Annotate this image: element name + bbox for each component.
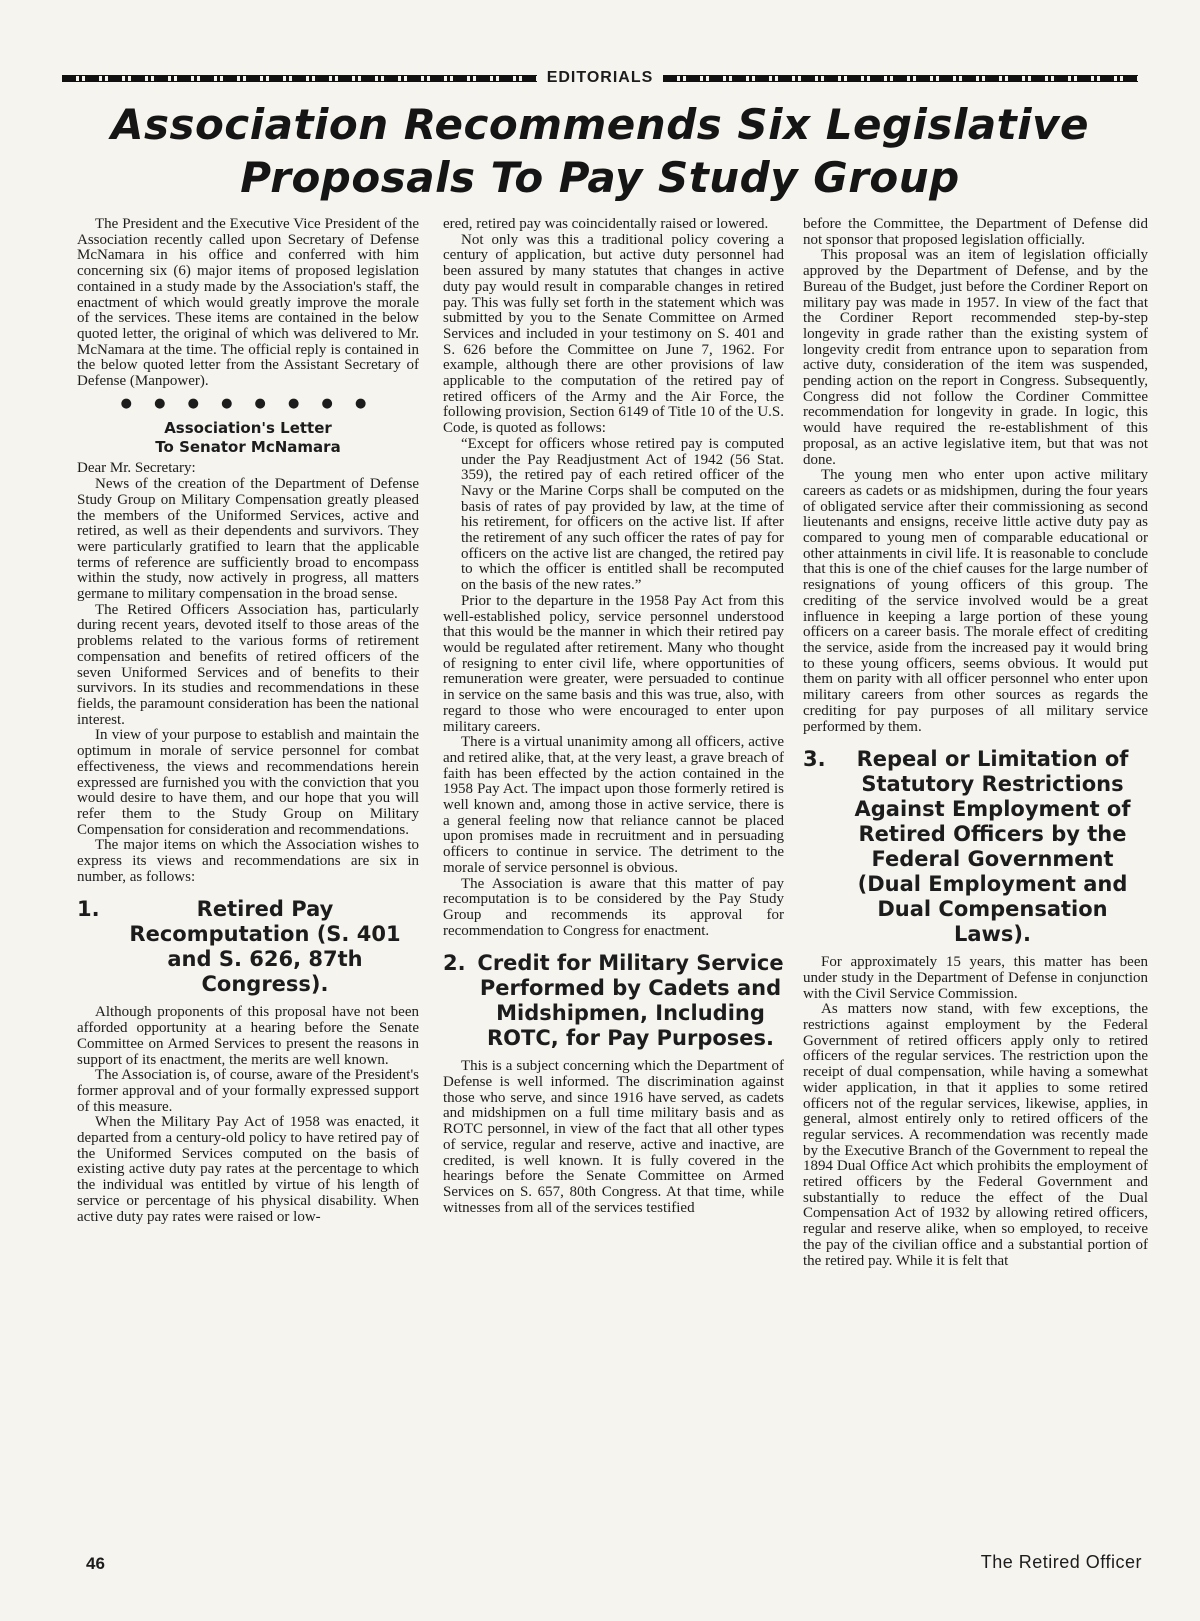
paragraph: The Association is, of course, aware of the President's former approval and of your formally expressed support of this measure. — [77, 1067, 419, 1115]
paragraph: Although proponents of this proposal have not been afforded opportunity at a hearing before the Senate Committee on Armed Services to present the reasons in support of its enactment, the merits are well known. — [77, 1004, 419, 1068]
item-title: Repeal or Limitation of Statutory Restrictions Against Employment of Retired Officers by the Federal Government (Dual Employment and Dual Compensation Laws). — [854, 747, 1131, 947]
headline-line-1: Association Recommends Six Legislative — [110, 100, 1090, 149]
paragraph: ered, retired pay was coincidentally raised or lowered. — [443, 216, 769, 232]
paragraph: The major items on which the Association wishes to express its views and recommendations are six in number, as follows: — [77, 837, 419, 885]
letter-heading-line-1: Association's Letter — [164, 419, 332, 438]
page-number: 46 — [86, 1554, 105, 1573]
paragraph: In view of your purpose to establish and maintain the optimum in morale of service personnel for combat effectiveness, the views and recommendations herein expressed are furnished you with the conviction that you would desire to have them, and our hope that you will refer them to the Study Group on Military Compensation for consideration and recommendations. — [77, 727, 419, 838]
decorative-rule-right — [663, 75, 1138, 82]
item-title: Retired Pay Recomputation (S. 401 and S. 626, 87th Congress). — [129, 897, 401, 997]
paragraph: Not only was this a traditional policy covering a century of application, but active duty personnel had been assured by many statutes that changes in active duty pay would result in comparable changes in retired pay. This was fully set forth in the statement which was submitted by you to the Senate Committee on Armed Services and included in your testimony on S. 401 and S. 626 before the Committee on June 7, 1962. For example, although there are other provisions of law applicable to the computation of the retired pay of retired officers of the Army and the Air Force, the following provision, Section 6149 of Title 10 of the U.S. Code, is quoted as follows: — [443, 231, 784, 437]
paragraph: When the Military Pay Act of 1958 was enacted, it departed from a century-old policy to have retired pay of the Uniformed Services computed on the basis of existing active duty pay rates at the percentage to which the individual was entitled by virtue of his length of service or percentage of his physical disability. When active duty pay rates were raised or low- — [77, 1114, 419, 1225]
letter-heading — [77, 419, 419, 457]
column-2 — [443, 217, 784, 1547]
headline-line-2: Proposals To Pay Study Group — [240, 153, 960, 202]
intro-paragraph: The President and the Executive Vice President of the Association recently called upon Secretary of Defense McNamara in his office and conferred with him concerning six (6) major items of proposed legislation contained in a study made by the Association's staff, the enactment of which would greatly improve the morale of the services. These items are contained in the below quoted letter, the original of which was delivered to Mr. McNamara at the time. The official reply is contained in the below quoted letter from the Assistant Secretary of Defense (Manpower). — [77, 216, 419, 390]
item-2-heading — [443, 951, 784, 1051]
item-title: Credit for Military Service Performed by Cadets and Midshipmen, Including ROTC, for Pay Purposes. — [477, 951, 784, 1051]
column-1 — [77, 217, 419, 1547]
paragraph: This is a subject concerning which the Department of Defense is well informed. The discrimination against those who serve, and since 1916 have served, as cadets and midshipmen on a full time military basis and as ROTC personnel, in view of the fact that all other types of service, regular and reserve, active and inactive, are credited, is well known. It is fully covered in the hearings before the Senate Committee on Armed Services on S. 657, 80th Congress. At that time, while witnesses from all of the services testified — [443, 1058, 784, 1216]
decorative-rule-left — [62, 75, 537, 82]
quote-text: “Except for officers whose retired pay is computed under the Pay Readjustment Act of 1942 (56 Stat. 359), the retired pay of each retired officer of the Navy or the Marine Corps shall be computed on the basis of rates of pay provided by law, at the time of his retirement, for officers on the active list. If after the retirement of any such officer the rates of pay for officers on the active list are changed, the retired pay to which the officer is entitled shall be recomputed on the basis of the new rates.” — [461, 435, 784, 594]
item-1-heading — [77, 897, 419, 997]
item-number: 3. — [803, 747, 826, 772]
column-3 — [803, 217, 1148, 1547]
paragraph: The young men who enter upon active military careers as cadets or as midshipmen, during the four years of obligated service after their commissioning as second lieutenants and ensigns, receive little active duty pay as compared to young men of comparable educational or other attainments in civil life. It is reasonable to conclude that this is one of the chief causes for the large number of resignations of young officers of this group. The crediting of the service involved would be a great influence in keeping a large portion of these young officers on a career basis. The morale effect of crediting the service, aside from the increased pay it would bring to these young officers, seems obvious. It would put them on parity with all officer personnel who enter upon military careers from other sources as regards the crediting for pay purposes of all military service performed by them. — [803, 467, 1148, 735]
paragraph: News of the creation of the Department of Defense Study Group on Military Compensation greatly pleased the members of the Uniformed Services, active and retired, as well as their dependents and survivors. They were particularly gratified to learn that the applicable terms of reference are sufficiently broad to encompass within the study, now actively in progress, all matters germane to military compensation in the broad sense. — [77, 476, 419, 603]
section-header — [62, 64, 1138, 92]
bullet-separator: ● ● ● ● ● ● ● ● — [120, 395, 376, 411]
paragraph: There is a virtual unanimity among all officers, active and retired alike, that, at the very least, a grave breach of faith has been effected by the action contained in the 1958 Pay Act. The impact upon those formerly retired is well known and, among those in active service, there is a general feeling now that reliance cannot be placed upon promises made in recruitment and in persuading officers to continue in service. The detriment to the morale of service personnel is obvious. — [443, 734, 784, 876]
statute-quote — [443, 437, 784, 594]
article-headline — [60, 98, 1140, 204]
paragraph: The Association is aware that this matter of pay recomputation is to be considered by the Pay Study Group and recommends its approval for recommendation to Congress for enactment. — [443, 875, 784, 939]
paragraph: This proposal was an item of legislation officially approved by the Department of Defense, and by the Bureau of the Budget, just before the Cordiner Report on military pay was made in 1957. In view of the fact that the Cordiner Report recommended step-by-step longevity in grade rather than the existing system of longevity credit from entrance upon to separation from active duty, consideration of the item was suspended, pending action on the report in Congress. Subsequently, Congress did not follow the Cordiner Committee recommendation for longevity in grade. In logic, this would have required the re-establishment of this proposal, as an active legislative item, but that was not done. — [803, 247, 1148, 468]
paragraph: For approximately 15 years, this matter has been under study in the Department of Defense in conjunction with the Civil Service Commission. — [803, 954, 1148, 1002]
paragraph: As matters now stand, with few exceptions, the restrictions against employment by the Federal Government of retired officers apply only to retired officers of the regular services. The restriction upon the receipt of dual compensation, while having a somewhat wider application, in that it applies to some retired officers not of the regular services, likewise, applies, in general, almost entirely only to retired officers of the regular services. A recommendation was recently made by the Executive Branch of the Government to repeal the 1894 Dual Office Act which prohibits the employment of retired officers by the Federal Government and substantially to reduce the effect of the Dual Compensation Act of 1932 by allowing retired officers, regular and reserve alike, when so employed, to receive the pay of the civilian office and a substantial portion of the retired pay. While it is felt that — [803, 1001, 1148, 1269]
paragraph: before the Committee, the Department of Defense did not sponsor that proposed legislation officially. — [803, 216, 1148, 248]
section-label: EDITORIALS — [546, 69, 654, 86]
publication-name: The Retired Officer — [980, 1552, 1142, 1572]
letter-heading-line-2: To Senator McNamara — [155, 438, 341, 457]
paragraph: The Retired Officers Association has, particularly during recent years, devoted itself to those areas of the problems related to the various forms of retirement compensation and benefits of retired officers of the seven Uniformed Services and of benefits to their survivors. In its studies and recommendations in these fields, the paramount consideration has been the national interest. — [77, 601, 419, 728]
item-number: 1. — [77, 897, 100, 922]
salutation: Dear Mr. Secretary: — [77, 460, 196, 477]
item-3-heading — [803, 747, 1148, 947]
paragraph: Prior to the departure in the 1958 Pay Act from this well-established policy, service personnel understood that this would be the manner in which their retired pay would be regulated after retirement. Many who thought of resigning to enter civil life, where opportunities of remuneration were greater, were persuaded to continue in service on the same basis and this was true, also, with regard to those who were encouraged to enter upon military careers. — [443, 592, 784, 735]
item-number: 2. — [443, 951, 466, 976]
